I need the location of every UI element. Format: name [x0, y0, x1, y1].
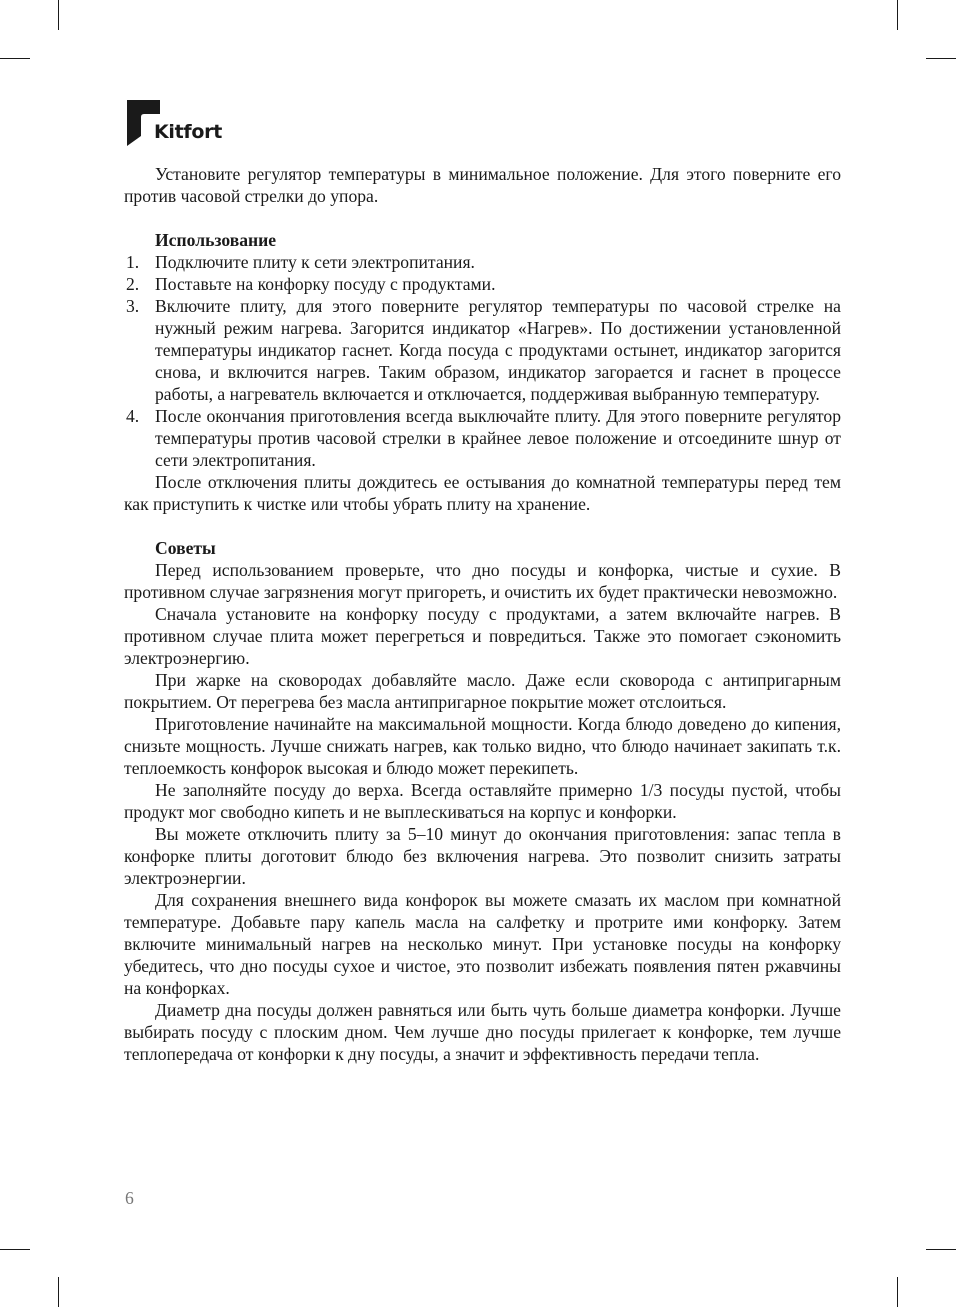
brand-name: Kitfort [154, 121, 222, 143]
usage-step: 4. После окончания приготовления всегда выключайте плиту. Для этого поверните регулятор температуры против часовой стрелки в крайнее левое положение и отсоедините шнур от сети электропитания. [126, 406, 841, 470]
tips-paragraph: Вы можете отключить плиту за 5–10 минут до окончания приготовления: запас тепла в конфорке плиты доготовит блюдо без включения нагрева. Это позволит снизить затраты электроэнергии. [124, 824, 841, 888]
crop-mark-bottom-right-h [926, 1249, 956, 1250]
intro-paragraph: Установите регулятор температуры в минимальное положение. Для этого поверните его против часовой стрелки до упора. [124, 164, 841, 206]
crop-mark-bottom-right [897, 1277, 898, 1307]
usage-step: 1. Подключите плиту к сети электропитания. [126, 252, 475, 272]
tips-paragraph: Сначала установите на конфорку посуду с продуктами, а затем включайте нагрев. В противном случае плита может перегреться и повредиться. Также это помогает сэкономить электроэнергию. [124, 604, 841, 668]
usage-step: 3. Включите плиту, для этого поверните регулятор температуры по часовой стрелке на нужный режим нагрева. Загорится индикатор «Нагрев». По достижении установленной температуры индикатор гаснет. Когда посуда с продуктами остынет, индикатор загорится снова, и включится нагрев. Таким образом, индикатор загорается и гаснет в процессе работы, а нагреватель включается и отключается, поддерживая выбранную температуру. [126, 296, 841, 404]
tips-paragraph: Для сохранения внешнего вида конфорок вы можете смазать их маслом при комнатной температуре. Добавьте пару капель масла на салфетку и протрите ими конфорку. Затем включите минимальный нагрев на несколько минут. При установке посуды на конфорку убедитесь, что дно посуды сухое и чистое, это позволит избежать появления пятен ржавчины на конфорках. [124, 890, 841, 998]
usage-heading: Использование [155, 230, 277, 250]
document-body [124, 163, 841, 1065]
tips-paragraph: Диаметр дна посуды должен равняться или быть чуть больше диаметра конфорки. Лучше выбирать посуду с плоским дном. Чем лучше дно посуды прилегает к конфорке, тем лучше теплопередача от конфорки к дну посуды, а значит и эффективность передачи тепла. [124, 1000, 841, 1064]
tips-paragraph: Приготовление начинайте на максимальной мощности. Когда блюдо доведено до кипения, снизьте мощность. Лучше снижать нагрев, как только видно, что блюдо начинает закипать т.к. теплоемкость конфорок высокая и блюдо может перекипеть. [124, 714, 841, 778]
page-number: 6 [125, 1188, 134, 1208]
usage-steps [124, 251, 841, 471]
tips-heading: Советы [155, 538, 216, 558]
tips-paragraph: Перед использованием проверьте, что дно посуды и конфорка, чистые и сухие. В противном случае загрязнения могут пригореть, и очистить их будет практически невозможно. [124, 560, 841, 602]
crop-mark-bottom-left-h [0, 1249, 30, 1250]
crop-mark-top-right [897, 0, 898, 30]
usage-after-paragraph: После отключения плиты дождитесь ее остывания до комнатной температуры перед тем как приступить к чистке или чтобы убрать плиту на хранение. [124, 472, 841, 514]
crop-mark-bottom-left [58, 1277, 59, 1307]
usage-step: 2. Поставьте на конфорку посуду с продуктами. [126, 274, 496, 294]
tips-paragraph: При жарке на сковородах добавляйте масло. Даже если сковорода с антипригарным покрытием. От перегрева без масла антипригарное покрытие может отслоиться. [124, 670, 841, 712]
brand-logo [127, 100, 237, 148]
crop-mark-top-right-h [926, 58, 956, 59]
tips-paragraph: Не заполняйте посуду до верха. Всегда оставляйте примерно 1/3 посуды пустой, чтобы продукт мог свободно кипеть и не выплескиваться на корпус и конфорки. [124, 780, 841, 822]
crop-mark-top-left-h [0, 58, 30, 59]
crop-mark-top-left [58, 0, 59, 30]
